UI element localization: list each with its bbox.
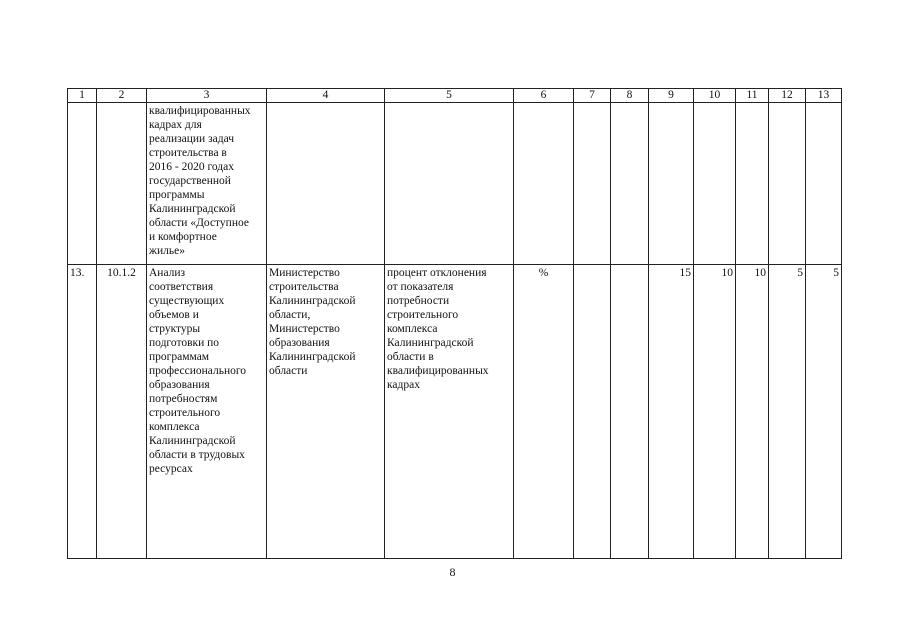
unit-of-measure: % [514,265,574,559]
table-cell [68,103,97,265]
table-row-continuation [68,103,842,265]
page-number: 8 [449,565,456,579]
value-col-8 [611,265,649,559]
header-cell-2: 2 [97,89,147,103]
header-cell-7: 7 [574,89,611,103]
header-cell-3: 3 [147,89,267,103]
event-name: Анализ соответствия существующих объемов и структуры подготовки по программам профессионального образования потребностям строительного комплекса Калининградской области в трудовых ресурсах [147,265,267,559]
table-cell [611,103,649,265]
column-number-row [68,89,842,103]
event-name-continued: квалифицированных кадрах для реализации задач строительства в 2016 - 2020 годах государственной программы Калининградской области «Доступное и комфортное жилье» [147,103,267,265]
header-cell-9: 9 [649,89,694,103]
value-col-11: 10 [736,265,769,559]
table-cell [514,103,574,265]
header-cell-10: 10 [694,89,736,103]
header-cell-8: 8 [611,89,649,103]
header-cell-13: 13 [806,89,842,103]
header-cell-4: 4 [267,89,385,103]
header-cell-11: 11 [736,89,769,103]
table-cell [385,103,514,265]
item-code: 10.1.2 [97,265,147,559]
table-cell [806,103,842,265]
value-col-10: 10 [694,265,736,559]
table-row-13 [68,265,842,559]
header-cell-6: 6 [514,89,574,103]
header-cell-1: 1 [68,89,97,103]
table-cell [97,103,147,265]
table-cell [574,103,611,265]
table-cell [769,103,806,265]
table-cell [694,103,736,265]
indicators-table [67,88,842,559]
header-cell-12: 12 [769,89,806,103]
table-cell [649,103,694,265]
value-col-7 [574,265,611,559]
indicator-name: процент отклонения от показателя потребности строительного комплекса Калининградской области в квалифицированных кадрах [385,265,514,559]
value-col-9: 15 [649,265,694,559]
row-number: 13. [68,265,97,559]
value-col-13: 5 [806,265,842,559]
header-cell-5: 5 [385,89,514,103]
value-col-12: 5 [769,265,806,559]
table-cell [736,103,769,265]
responsible-executor: Министерство строительства Калининградской области, Министерство образования Калининградской области [267,265,385,559]
table-cell [267,103,385,265]
